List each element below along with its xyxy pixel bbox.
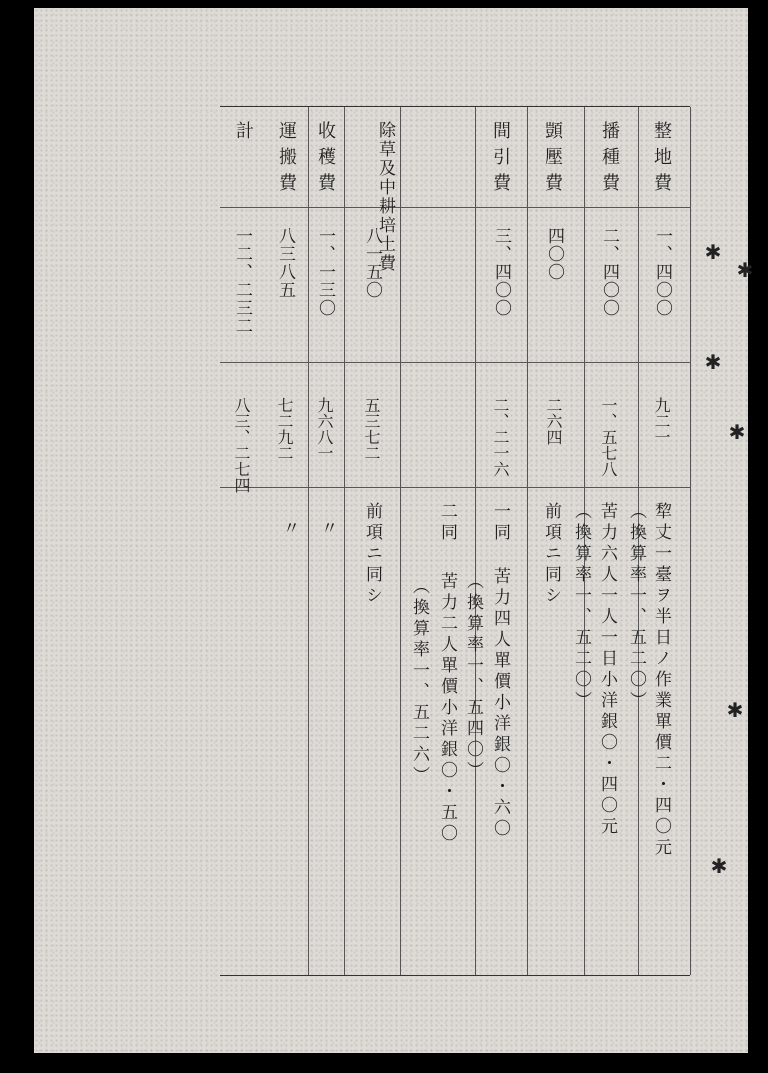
column-header: 收穫費 xyxy=(315,121,336,199)
cost-cell: 五三七二 xyxy=(362,397,381,461)
amount-cell: 一二、二三二 xyxy=(232,227,252,335)
note-text: （換算率一、五二六） xyxy=(409,577,429,787)
cost-cell: 七二九二 xyxy=(275,397,294,461)
column-header: 計 xyxy=(233,121,254,147)
column-header: 除草及中耕培土費 xyxy=(375,121,395,273)
amount-cell: 二、四〇〇 xyxy=(599,227,619,317)
cost-table xyxy=(220,106,690,976)
note-text: （換算率一、五二〇） xyxy=(571,502,591,712)
column-header: 播種費 xyxy=(599,121,620,199)
cost-cell: 二六四 xyxy=(544,397,563,445)
binding-hole-mark: ✱ xyxy=(704,350,722,374)
note-text: 二同 xyxy=(437,502,457,544)
cost-cell: 九六八一 xyxy=(315,397,334,461)
header-separator xyxy=(220,207,690,208)
cost-cell: 八三、二七四 xyxy=(232,397,251,493)
cost-cell: 九二一 xyxy=(652,397,671,445)
note-text: 前項ニ同シ xyxy=(541,502,561,607)
amount-cell: 八三八五 xyxy=(275,227,295,299)
binding-hole-mark: ✱ xyxy=(736,258,754,282)
ditto-mark: 〃 xyxy=(279,519,299,540)
document-page xyxy=(34,8,754,1053)
note-text: 一同 xyxy=(490,502,510,544)
ditto-mark: 〃 xyxy=(317,519,337,540)
amount-cell: 一、一三〇 xyxy=(315,227,335,317)
binding-hole-mark: ✱ xyxy=(704,240,722,264)
note-text: 前項ニ同シ xyxy=(362,502,382,607)
binding-hole-mark: ✱ xyxy=(728,420,746,444)
cost-cell: 二、二一六 xyxy=(491,397,510,477)
binding-hole-mark: ✱ xyxy=(726,698,744,722)
note-text: 苦力六人一人一日小洋銀〇・四〇元 xyxy=(597,502,617,838)
note-text: 犂丈一臺ヲ半日ノ作業單價二・四〇元 xyxy=(651,502,671,859)
note-text: （換算率一、五二〇） xyxy=(626,502,646,712)
column-header: 間引費 xyxy=(490,121,511,199)
column-header: 顗壓費 xyxy=(542,121,563,199)
amount-separator xyxy=(220,362,690,363)
note-text: 苦力四人單價小洋銀〇・六〇 xyxy=(490,567,510,840)
note-text: （換算率一、五四〇） xyxy=(463,572,483,782)
amount-cell: 一、四〇〇 xyxy=(652,227,672,317)
cost-cell: 一、五七八 xyxy=(599,397,618,477)
binding-hole-mark: ✱ xyxy=(710,854,728,878)
cost-separator xyxy=(220,487,690,488)
amount-cell: 四〇〇 xyxy=(544,227,564,281)
amount-cell: 八一五〇 xyxy=(362,227,382,299)
column-header: 整地費 xyxy=(651,121,672,199)
note-text: 苦力二人單價小洋銀〇・五〇 xyxy=(437,572,457,845)
column-header: 運搬費 xyxy=(276,121,297,199)
amount-cell: 三、四〇〇 xyxy=(491,227,511,317)
